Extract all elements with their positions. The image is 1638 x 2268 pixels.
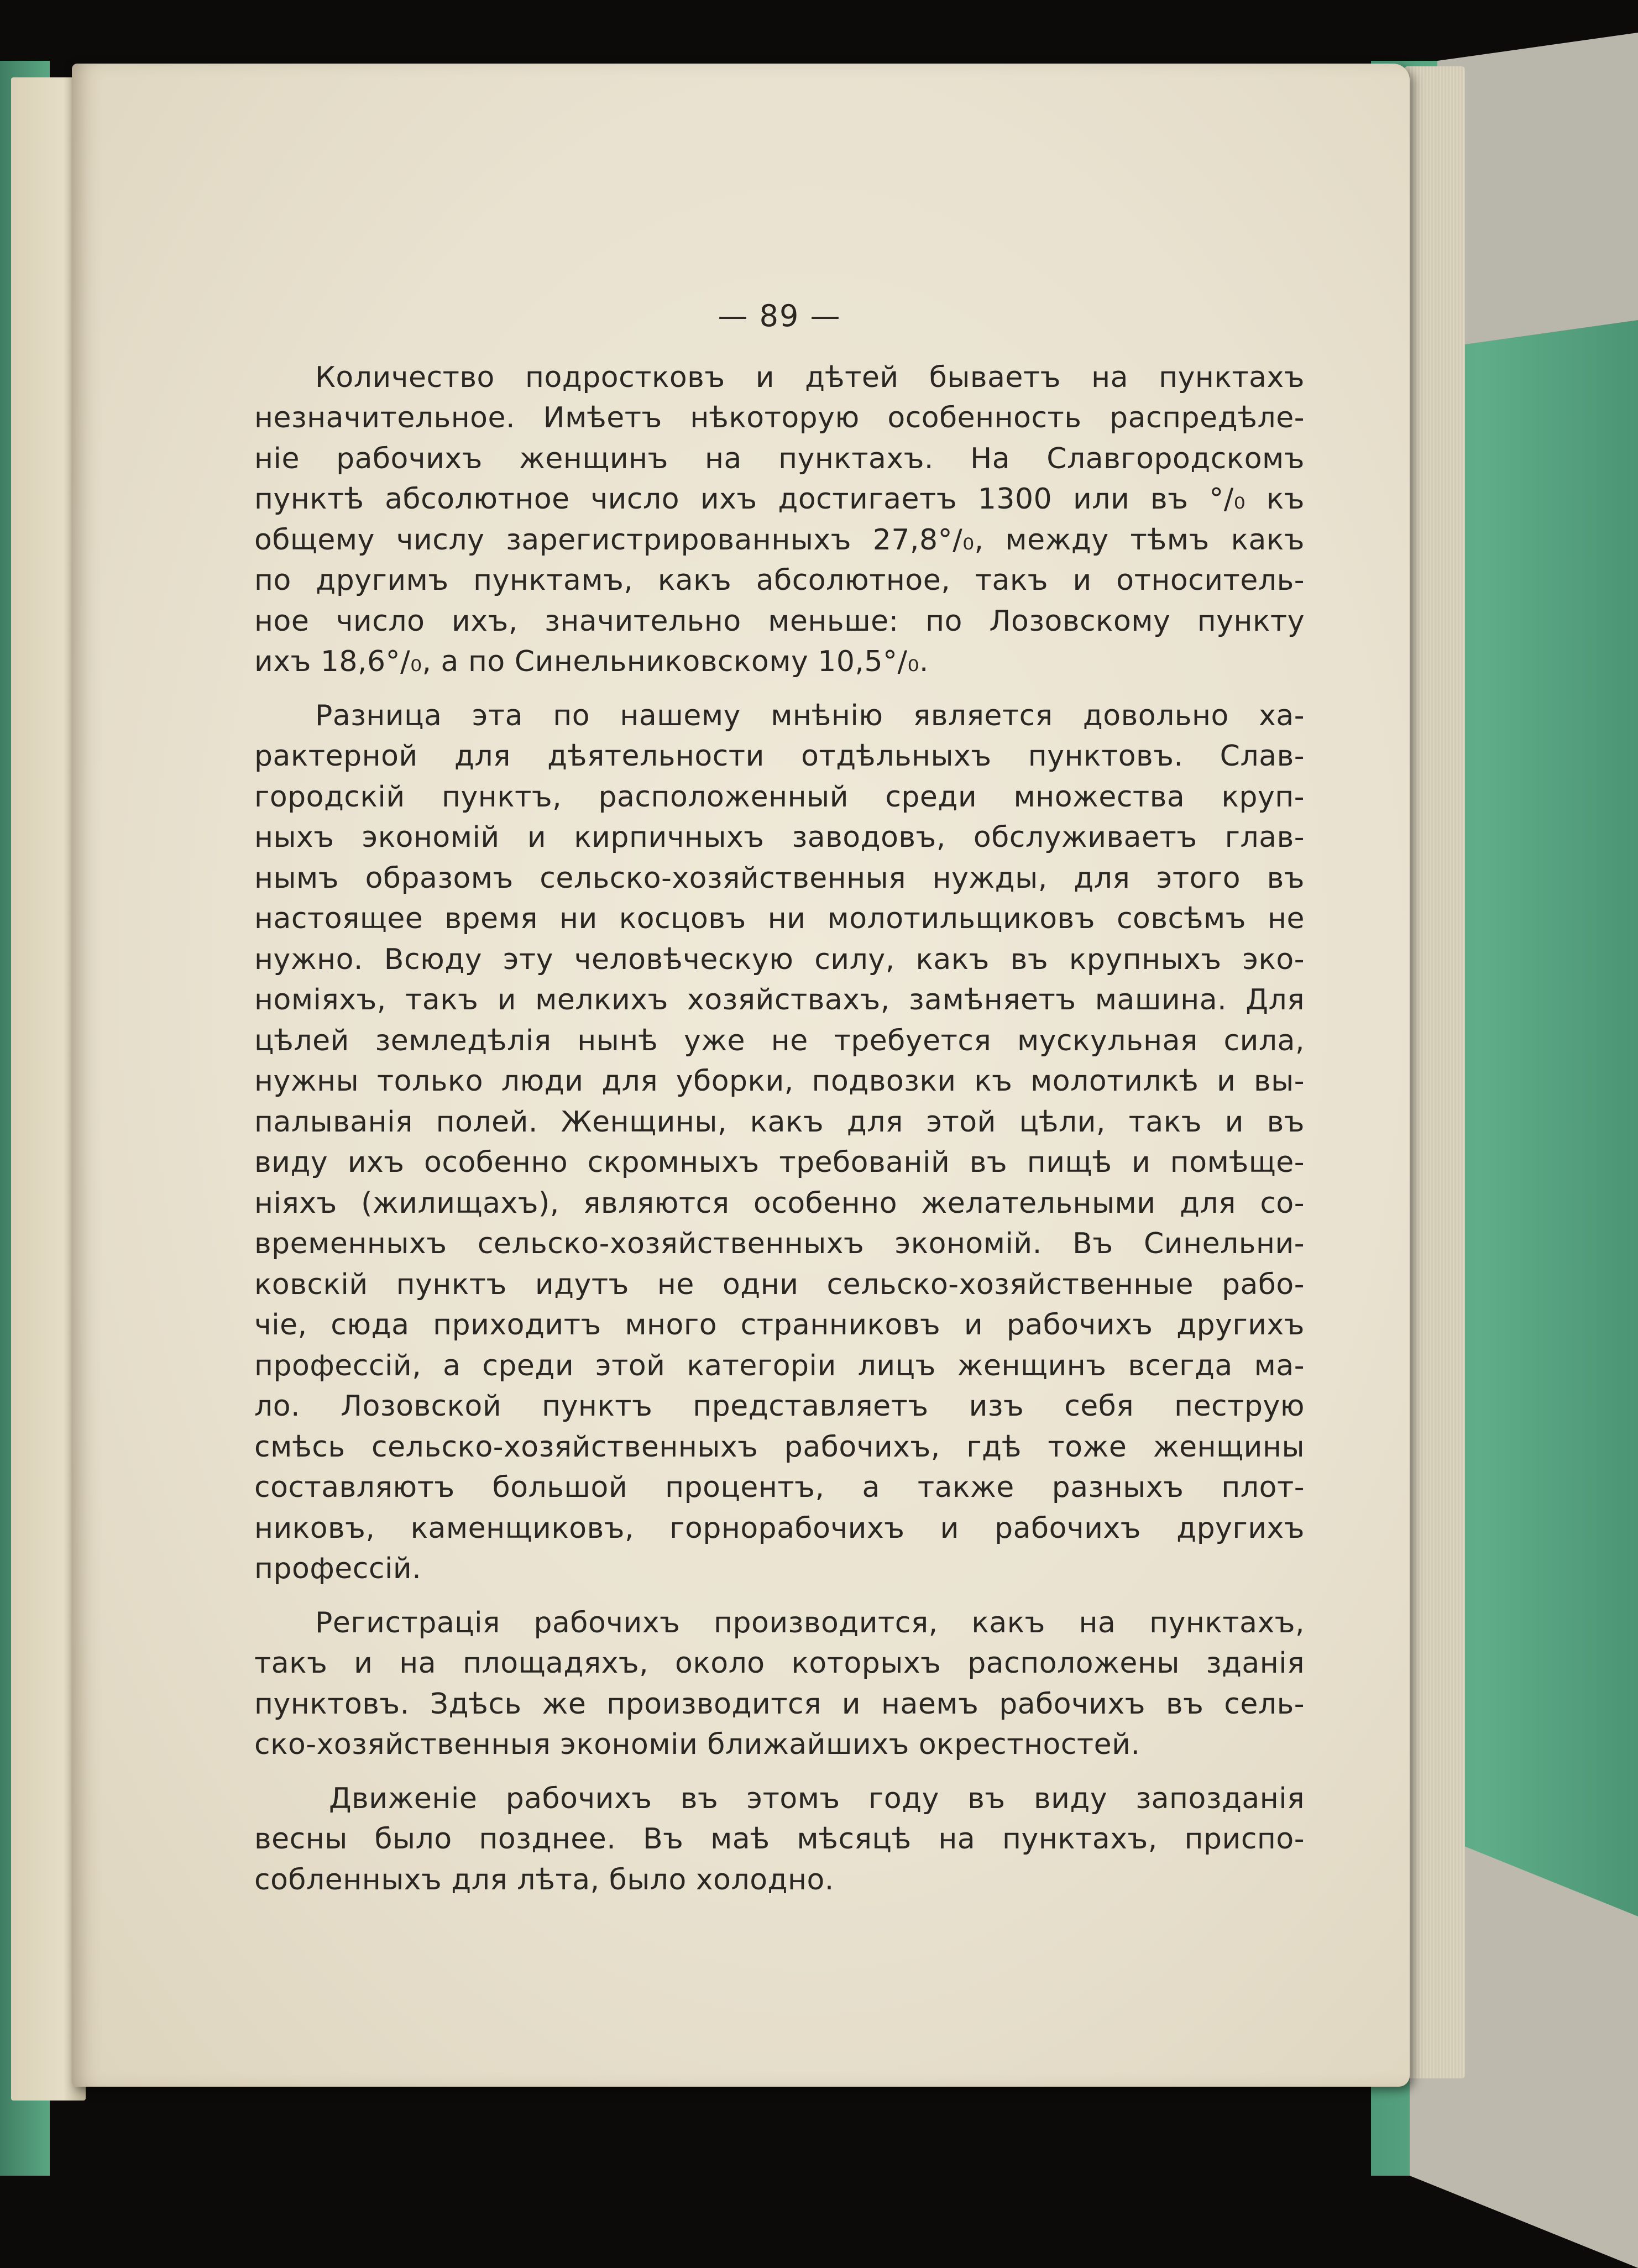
text-line: цѣлей земледѣлія нынѣ уже не требуется мускульная сила,: [254, 1024, 1305, 1057]
text-line: нужно. Всюду эту человѣческую силу, какъ въ крупныхъ эко-: [254, 942, 1305, 976]
text-line: весны было позднее. Въ маѣ мѣсяцѣ на пунктахъ, приспо-: [254, 1822, 1305, 1856]
text-line: смѣсь сельско-хозяйственныхъ рабочихъ, гдѣ тоже женщины: [254, 1430, 1305, 1464]
page-edges: [1404, 66, 1465, 2078]
text-line: составляютъ большой процентъ, а также разныхъ плот-: [254, 1471, 1305, 1504]
paragraph-4: [254, 1779, 1305, 1901]
text-line: собленныхъ для лѣта, было холодно.: [254, 1863, 834, 1897]
text-line: профессій, а среди этой категоріи лицъ женщинъ всегда ма-: [254, 1349, 1305, 1382]
cloth-spine-top: [1437, 33, 1638, 348]
text-line: пунктовъ. Здѣсь же производится и наемъ рабочихъ въ сель-: [254, 1687, 1305, 1721]
text-line: Количество подростковъ и дѣтей бываетъ на пунктахъ: [315, 360, 1305, 394]
text-line: незначительное. Имѣетъ нѣкоторую особенность распредѣле-: [254, 401, 1305, 434]
text-line: ковскій пунктъ идутъ не одни сельско-хозяйственные рабо-: [254, 1267, 1305, 1301]
text-line: никовъ, каменщиковъ, горнорабочихъ и рабочихъ другихъ: [254, 1511, 1305, 1545]
text-line: такъ и на площадяхъ, около которыхъ расположены зданія: [254, 1647, 1305, 1680]
paragraph-2: [254, 696, 1305, 1590]
text-line: общему числу зарегистрированныхъ 27,8°/₀, между тѣмъ какъ: [254, 523, 1305, 557]
text-line: Разница эта по нашему мнѣнію является довольно ха-: [315, 699, 1305, 732]
text-line: виду ихъ особенно скромныхъ требованій въ пищѣ и помѣще-: [254, 1146, 1305, 1179]
text-line: временныхъ сельско-хозяйственныхъ экономій. Въ Синельни-: [254, 1227, 1305, 1260]
text-line: профессій.: [254, 1552, 422, 1585]
paragraph-3: [254, 1603, 1305, 1766]
text-line: нымъ образомъ сельско-хозяйственныя нужды, для этого въ: [254, 861, 1305, 895]
page-text: [254, 296, 1305, 1914]
text-line: ніе рабочихъ женщинъ на пунктахъ. На Славгородскомъ: [254, 442, 1305, 475]
text-line: ско-хозяйственныя экономіи ближайшихъ окрестностей.: [254, 1728, 1140, 1761]
text-line: ное число ихъ, значительно меньше: по Лозовскому пункту: [254, 604, 1305, 638]
text-line: настоящее время ни косцовъ ни молотильщиковъ совсѣмъ не: [254, 902, 1305, 935]
text-line: городскій пунктъ, расположенный среди множества круп-: [254, 780, 1305, 814]
text-line: ныхъ экономій и кирпичныхъ заводовъ, обслуживаетъ глав-: [254, 821, 1305, 854]
text-line: палыванія полей. Женщины, какъ для этой цѣли, такъ и въ: [254, 1105, 1305, 1139]
text-line: рактерной для дѣятельности отдѣльныхъ пунктовъ. Слав-: [254, 740, 1305, 773]
text-line: пунктѣ абсолютное число ихъ достигаетъ 1300 или въ °/₀ къ: [254, 483, 1305, 516]
text-line: по другимъ пунктамъ, какъ абсолютное, такъ и относитель-: [254, 564, 1305, 597]
book-page: [72, 64, 1410, 2087]
text-line: ніяхъ (жилищахъ), являются особенно желательными для со-: [254, 1186, 1305, 1220]
text-line: Движеніе рабочихъ въ этомъ году въ виду запозданія: [329, 1782, 1305, 1815]
text-line: ихъ 18,6°/₀, а по Синельниковскому 10,5°/₀.: [254, 645, 929, 678]
paragraph-1: [254, 358, 1305, 683]
text-line: чіе, сюда приходитъ много странниковъ и рабочихъ другихъ: [254, 1308, 1305, 1342]
text-line: номіяхъ, такъ и мелкихъ хозяйствахъ, замѣняетъ машина. Для: [254, 983, 1305, 1017]
text-line: ло. Лозовской пунктъ представляетъ изъ себя пеструю: [254, 1390, 1305, 1423]
text-line: Регистрація рабочихъ производится, какъ на пунктахъ,: [315, 1606, 1305, 1640]
text-line: нужны только люди для уборки, подвозки къ молотилкѣ и вы-: [254, 1065, 1305, 1098]
page-number: — 89 —: [718, 298, 841, 333]
